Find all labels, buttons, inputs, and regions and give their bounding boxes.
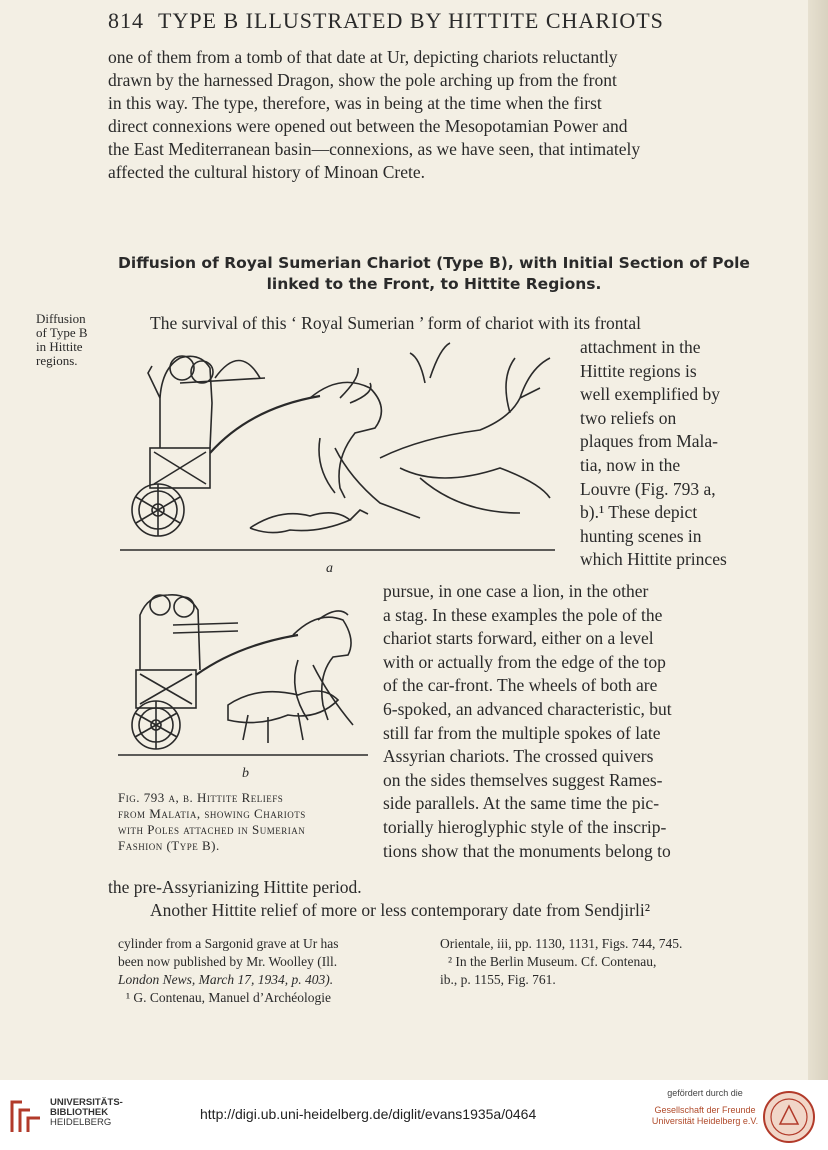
text-line: Louvre (Fig. 793 a, <box>580 478 716 499</box>
intro-paragraph <box>108 46 760 184</box>
university-seal-icon <box>762 1090 816 1144</box>
running-title: TYPE B ILLUSTRATED BY HITTITE CHARIOTS <box>158 8 664 33</box>
text-line: tions show that the monuments belong to <box>383 840 671 861</box>
section-title <box>108 253 760 295</box>
footnote-line: London News, March 17, 1934, p. 403). <box>118 972 334 987</box>
text-line: a stag. In these examples the pole of the <box>383 604 663 625</box>
figure-a-label: a <box>326 561 333 576</box>
margin-note-line: in Hittite <box>36 339 83 354</box>
text-line: pursue, in one case a lion, in the other <box>383 581 649 601</box>
text-line: the pre-Assyrianizing Hittite period. <box>108 877 362 897</box>
institution-line: UNIVERSITÄTS- <box>50 1097 123 1108</box>
text-line: well exemplified by <box>580 384 720 405</box>
margin-note-line: Diffusion <box>36 311 86 326</box>
footnotes-right <box>440 935 750 989</box>
footnote-line: Orientale, iii, pp. 1130, 1131, Figs. 744, 745. <box>440 936 683 951</box>
text-line: 6-spoked, an advanced characteristic, but <box>383 698 672 719</box>
body-wrap-right <box>580 336 760 572</box>
digitization-footer <box>0 1080 828 1150</box>
sponsor-line: Gesellschaft der Freunde <box>654 1105 756 1115</box>
page-edge <box>808 0 828 1080</box>
text-line: in this way. The type, therefore, was in being at the time when the first <box>108 93 602 113</box>
footnote-line: been now published by Mr. Woolley (Ill. <box>118 954 338 969</box>
sponsor-credit <box>640 1088 770 1127</box>
caption-line: Fashion (Type B). <box>118 838 220 853</box>
text-line: on the sides themselves suggest Rames- <box>383 769 663 790</box>
text-line: two reliefs on <box>580 407 677 428</box>
body-wrap-mid <box>383 580 760 863</box>
figure-b-relief <box>118 585 368 765</box>
text-line: the East Mediterranean basin—connexions, as we have seen, that intimately <box>108 139 641 159</box>
text-line: which Hittite princes <box>580 549 727 570</box>
footnote-line: ib., p. 1155, Fig. 761. <box>440 972 556 987</box>
institution-name <box>50 1098 123 1128</box>
institution-line: HEIDELBERG <box>50 1117 112 1128</box>
text-line: chariot starts forward, either on a level <box>383 628 654 649</box>
text-line: torially hieroglyphic style of the inscrip- <box>383 816 667 837</box>
text-line: still far from the multiple spokes of late <box>383 722 661 743</box>
figure-caption <box>118 790 376 854</box>
text-line: hunting scenes in <box>580 525 702 546</box>
text-line: attachment in the <box>580 337 701 357</box>
text-line: plaques from Mala- <box>580 431 719 452</box>
caption-line: from Malatia, showing Chariots <box>118 806 306 821</box>
caption-line: with Poles attached in Sumerian <box>118 822 306 837</box>
text-line: with or actually from the edge of the top <box>383 651 666 672</box>
footnote-line: ¹ G. Contenau, Manuel d’Archéologie <box>126 990 331 1005</box>
figure-a-relief <box>120 338 555 560</box>
text-line: Hittite regions is <box>580 360 697 381</box>
text-line: Another Hittite relief of more or less contemporary date from Sendjirli² <box>150 900 650 920</box>
footnote-line: cylinder from a Sargonid grave at Ur has <box>118 936 339 951</box>
body-end <box>108 876 760 922</box>
sponsor-line: Universität Heidelberg e.V. <box>651 1116 759 1126</box>
institution-line: BIBLIOTHEK <box>50 1107 109 1118</box>
margin-note-line: of Type B <box>36 325 88 340</box>
margin-note <box>36 312 106 368</box>
text-line: side parallels. At the same time the pic- <box>383 793 660 814</box>
figure-b-label: b <box>242 766 249 781</box>
footnotes-left <box>118 935 428 1007</box>
section-title-line: Diffusion of Royal Sumerian Chariot (Type B), with Initial Section of Pole <box>118 254 750 272</box>
text-line: b).¹ These depict <box>580 502 698 523</box>
text-line: affected the cultural history of Minoan Crete. <box>108 162 425 182</box>
margin-note-line: regions. <box>36 353 78 368</box>
library-logo-icon <box>8 1096 46 1136</box>
body-first-line: The survival of this ‘ Royal Sumerian ’ form of chariot with its frontal <box>150 313 642 333</box>
footnote-line: ² In the Berlin Museum. Cf. Contenau, <box>448 954 657 969</box>
permalink-url[interactable]: http://digi.ub.uni-heidelberg.de/diglit/evans1935a/0464 <box>200 1106 537 1122</box>
text-line: tia, now in the <box>580 454 681 475</box>
sponsor-by: gefördert durch die <box>667 1088 743 1098</box>
running-head <box>108 8 708 34</box>
caption-line: Fig. 793 a, b. Hittite Reliefs <box>118 790 284 805</box>
text-line: one of them from a tomb of that date at Ur, depicting chariots reluctantly <box>108 47 618 67</box>
section-title-line: linked to the Front, to Hittite Regions. <box>266 275 602 293</box>
text-line: of the car-front. The wheels of both are <box>383 675 658 696</box>
text-line: direct connexions were opened out between the Mesopotamian Power and <box>108 116 628 136</box>
text-line: Assyrian chariots. The crossed quivers <box>383 746 654 767</box>
text-line: drawn by the harnessed Dragon, show the pole arching up from the front <box>108 70 617 90</box>
page-number: 814 <box>108 8 144 33</box>
